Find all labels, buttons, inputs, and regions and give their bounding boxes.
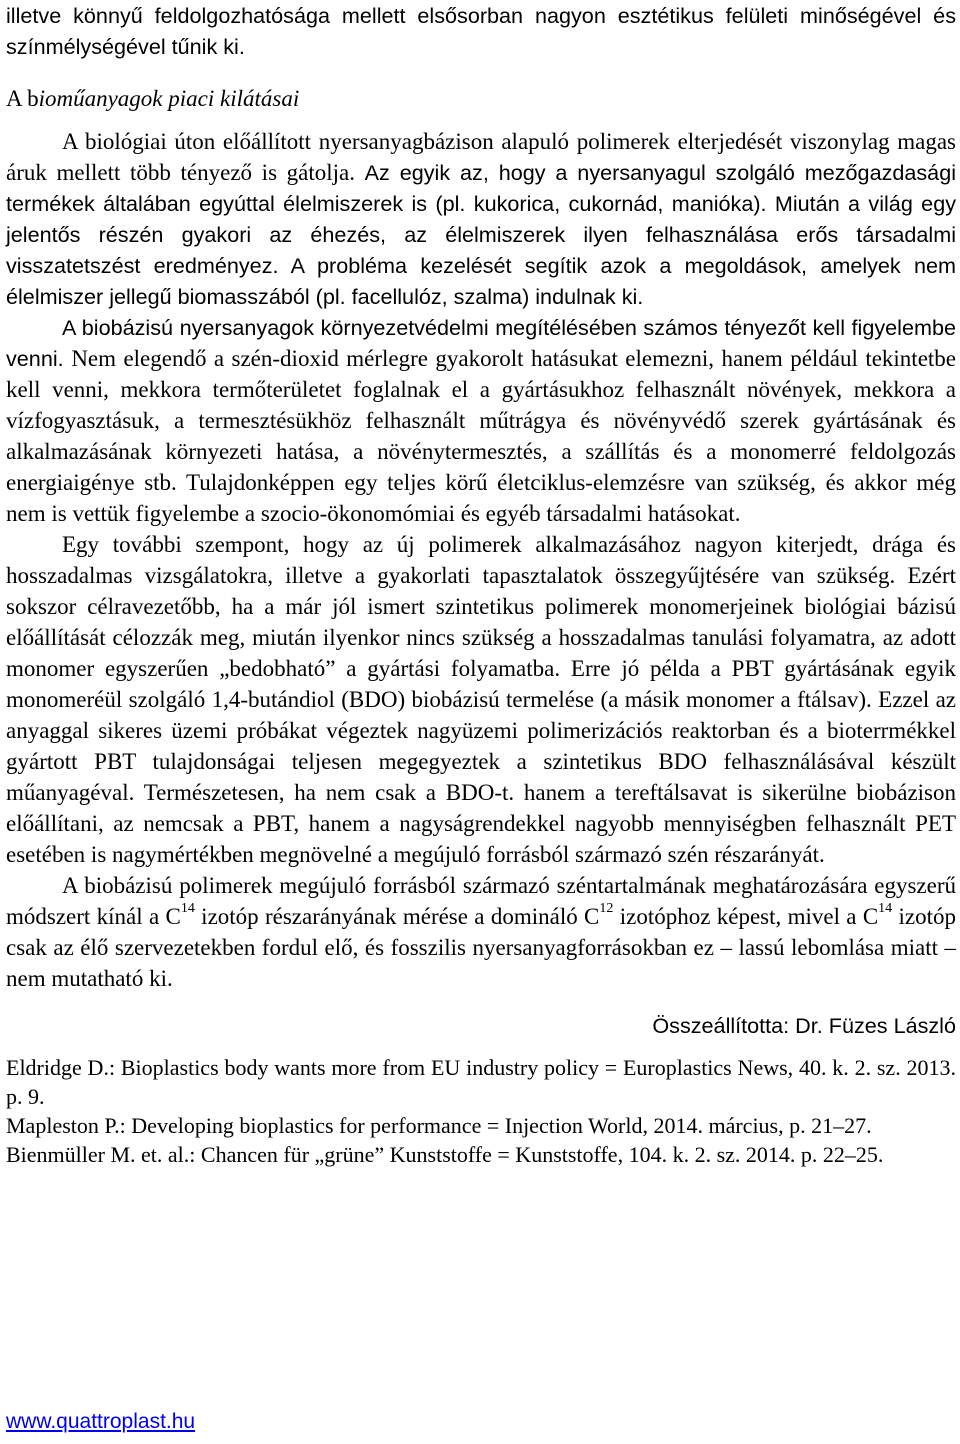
reference-item: Bienmüller M. et. al.: Chancen für „grüne” Kunststoffe = Kunststoffe, 104. k. 2. sz. 2014. p. 22–25. <box>6 1142 884 1167</box>
reference-item: Eldridge D.: Bioplastics body wants more from EU industry policy = Europlastics News, 40. k. 2. sz. 2013. p. 9. <box>6 1055 956 1109</box>
footer-website-link[interactable]: www.quattroplast.hu <box>6 1410 196 1433</box>
paragraph-environment-rest: Nem elegendő a szén-dioxid mérlegre gyakorolt hatásukat elemezni, hanem például tekintetbe kell venni, mekkora termőterületet foglalnak el a gyártásukhoz felhasznált növények, mekkora a vízfogyasztásuk, a termesztésükhöz felhasznált műtrágya és növényvédő szerek gyártásának és alkalmazásának környezeti hatása, a növénytermesztés, a szállítás és a monomerré feldolgozás energiaigénye stb. Tulajdonképpen egy teljes körű életciklus-elemzésre van szükség, és akkor még nem is vettük figyelembe a szocio-ökonomómiai és egyéb társadalmi hatásokat. <box>6 346 957 526</box>
reference-item: Mapleston P.: Developing bioplastics for performance = Injection World, 2014. március, p. 21–27. <box>6 1113 872 1138</box>
isotope-text-3: izotóphoz képest, mivel a C <box>613 904 879 929</box>
paragraph-feedstock-lead: A biológiai úton előállított nyersanyagbázison alapuló polimerek elterjedését viszonylag magas áruk mellett több tényező is gátolja. <box>6 129 956 185</box>
references-list <box>6 1053 956 1169</box>
isotope-text-2: izotóp részarányának mérése a domináló C <box>194 904 600 929</box>
paragraph-monomers: Egy további szempont, hogy az új polimerek alkalmazásához nagyon kiterjedt, drága és hosszadalmas vizsgálatokra, illetve a gyakorlati tapasztalatok összegyűjtésére van szükség. Ezért sokszor célravezetőbb, ha a már jól ismert szintetikus polimerek monomerjeinek biológiai bázisú előállítását célozzák meg, miután ilyenkor nincs szükség a hosszadalmas tanulási folyamatra, az adott monomer egyszerűen „bedobható” a gyártási folyamatba. Erre jó példa a PBT gyártásának egyik monomeréül szolgáló 1,4-butándiol (BDO) biobázisú termelése (a másik monomer a ftálsav). Ezzel az anyaggal sikeres üzemi próbákat végeztek nagyüzemi polimerizációs reaktorban és a bioterrmékkel gyártott PBT tulajdonságai teljesen megegyeztek a szintetikus BDO felhasználásával készült műanyagéval. Természetesen, ha nem csak a BDO-t. hanem a tereftálsavat is sikerülne biobázison előállítani, az nemcsak a PBT, hanem a nagyságrendekkel nagyobb mennyiségben felhasznált PET esetében is nagymértékben megnövelné a megújuló forrásból származó szén részarányát. <box>6 532 956 867</box>
isotope-sup-2: 12 <box>599 901 614 917</box>
paragraph-feedstock <box>6 126 956 312</box>
paragraph-environment <box>6 312 956 529</box>
section-heading-prefix: A b <box>6 86 39 111</box>
section-heading <box>6 83 956 114</box>
isotope-sup-3: 14 <box>878 901 893 917</box>
isotope-text-1: A biobázisú polimerek megújuló forrásból származó széntartalmának meghatározására egyszerű módszert kínál a C <box>6 873 956 929</box>
section-heading-rest: ioműanyagok piaci kilátásai <box>38 86 300 111</box>
author-line: Összeállította: Dr. Füzes László <box>652 1013 956 1038</box>
document-page <box>6 0 956 1169</box>
intro-paragraph: illetve könnyű feldolgozhatósága mellett elsősorban nagyon esztétikus felületi minőségével és színmélységével tűnik ki. <box>6 3 956 59</box>
paragraph-carbon-isotope <box>6 870 956 994</box>
isotope-sup-1: 14 <box>180 901 195 917</box>
paragraph-environment-sans: A biobázisú nyersanyagok környezetvédelmi megítélésében számos tényezőt kell figyelembe venni. <box>6 315 956 371</box>
paragraph-feedstock-sans: Az egyik az, hogy a nyersanyagul szolgáló mezőgazdasági termékek általában egyúttal élelmiszerek is (pl. kukorica, cukornád, manióka). Miután a világ egy jelentős részén gyakori az éhezés, az élelmiszerek ilyen felhasználása erős társadalmi visszatetszést eredményez. A probléma kezelését segítik azok a megoldások, amelyek nem élelmiszer jellegű biomasszából (pl. facellulóz, szalma) indulnak ki. <box>6 160 957 309</box>
isotope-text-4: izotóp csak az élő szervezetekben fordul elő, és fosszilis nyersanyagforrásokban ez – lassú lebomlása miatt – nem mutatható ki. <box>6 904 956 991</box>
